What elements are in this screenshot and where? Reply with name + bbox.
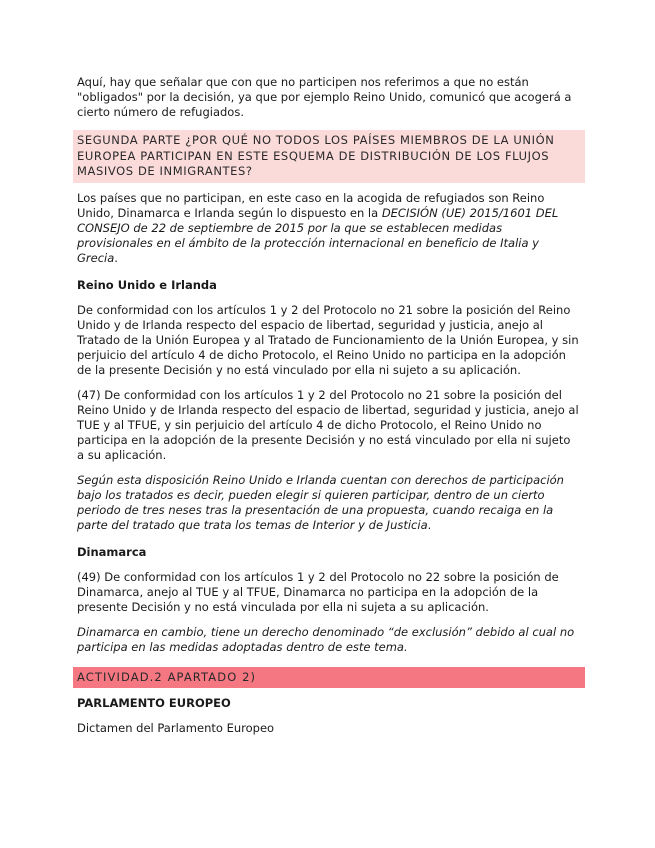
heading-parlamento: PARLAMENTO EUROPEO xyxy=(77,695,231,710)
heading-dinamarca: Dinamarca xyxy=(77,544,147,559)
dk-paragraph-1: (49) De conformidad con los artículos 1 y 2 del Protocolo no 22 sobre la posición de Dinamarca, anejo al TUE y al TFUE, Dinamarca no participa en la adopción de la presente Decisión y no está vinculada por ella ni sujeta a su aplicación. xyxy=(77,569,559,614)
document-body xyxy=(77,75,581,746)
ru-commentary: Según esta disposición Reino Unido e Irlanda cuentan con derechos de participación bajo los tratados es decir, pueden elegir si quieren participar, dentro de un cierto periodo de tres neses tras la presentación de una propuesta, cuando recaiga en la parte del tratado que trata los temas de Interior y de Justicia xyxy=(77,472,564,532)
ru-commentary-end: . xyxy=(427,517,432,532)
paises-text: Los países que no participan, en este caso en la acogida de refugiados son Reino Unido, Dinamarca e Irlanda según lo dispuesto en la xyxy=(77,190,545,220)
ru-paragraph-1: De conformidad con los artículos 1 y 2 del Protocolo no 21 sobre la posición del Reino Unido y de Irlanda respecto del espacio de libertad, seguridad y justicia, anejo al Tratado de la Unión Europea y al Tratado de Funcionamiento de la Unión Europea, y sin perjuicio del artículo 4 de dicho Protocolo, el Reino Unido no participa en la adopción de la presente Decisión y no está vinculado por ella ni sujeto a su aplicación. xyxy=(77,302,579,377)
paises-paragraph xyxy=(77,191,581,266)
intro-paragraph: Aquí, hay que señalar que con que no participen nos referimos a que no están "obligados" por la decisión, ya que por ejemplo Reino Unido, comunicó que acogerá a cierto número de refugiados. xyxy=(77,75,572,119)
decision-citation: DECISIÓN (UE) 2015/1601 DEL CONSEJO de 22 de septiembre de 2015 por la que se establecen medidas provisionales en el ámbito de la protección internacional en beneficio de Italia y Grecia xyxy=(77,205,559,265)
section-two-title: SEGUNDA PARTE ¿POR QUÉ NO TODOS LOS PAÍSES MIEMBROS DE LA UNIÓN EUROPEA PARTICIPAN EN ESTE ESQUEMA DE DISTRIBUCIÓN DE LOS FLUJOS MASIVOS DE INMIGRANTES? xyxy=(73,130,585,183)
pe-paragraph: Dictamen del Parlamento Europeo xyxy=(77,720,275,735)
paises-end: . xyxy=(114,250,118,265)
heading-reino-unido: Reino Unido e Irlanda xyxy=(77,277,217,292)
activity-title: ACTIVIDAD.2 APARTADO 2) xyxy=(73,667,585,688)
ru-paragraph-2: (47) De conformidad con los artículos 1 y 2 del Protocolo no 21 sobre la posición del Reino Unido y de Irlanda respecto del espacio de libertad, seguridad y justicia, anejo al TUE y al TFUE, y sin perjuicio del artículo 4 de dicho Protocolo, el Reino Unido no participa en la adopción de la presente Decisión y no está vinculado por ella ni sujeto a su aplicación. xyxy=(77,387,579,462)
ru-paragraph-3 xyxy=(77,473,581,533)
dk-paragraph-2: Dinamarca en cambio, tiene un derecho denominado “de exclusión” debido al cual no participa en las medidas adoptadas dentro de este tema. xyxy=(77,624,575,654)
